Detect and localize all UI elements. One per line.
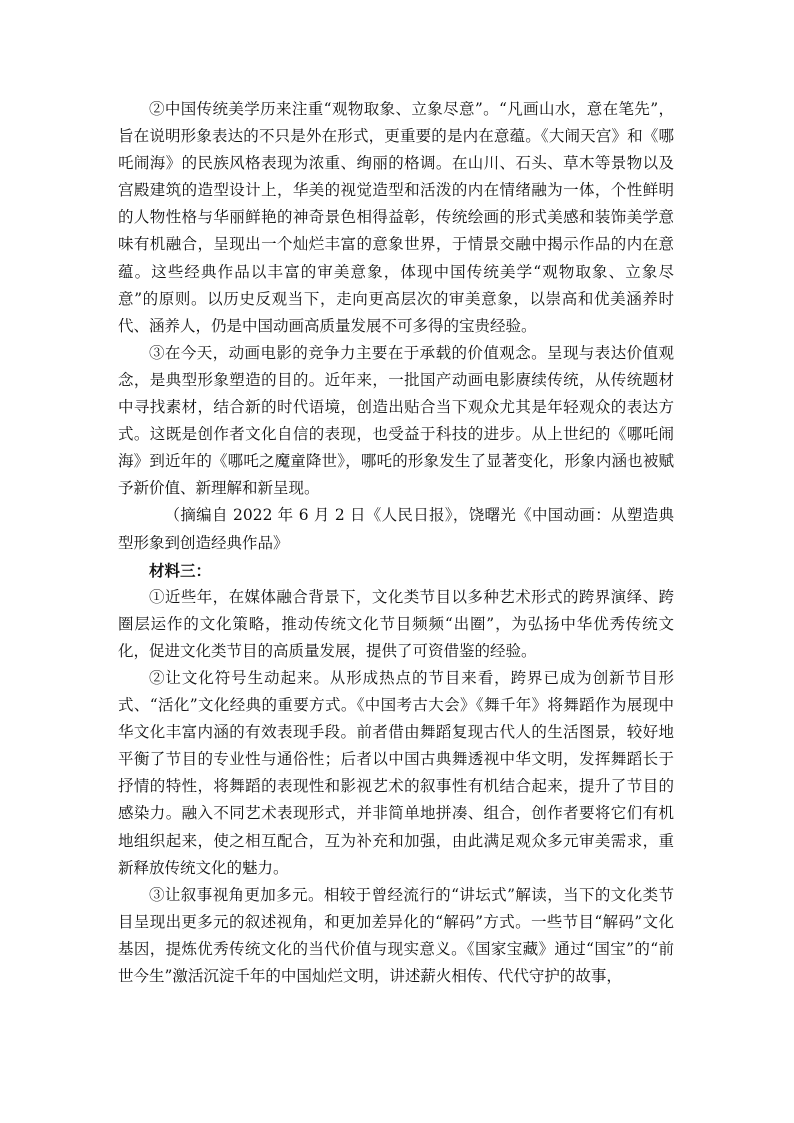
material-three-heading: 材料三： — [149, 560, 212, 580]
source-citation: （摘编自 2022 年 6 月 2 日《人民日报》，饶曙光《中国动画：从塑造典型形象到创造经典作品》 — [118, 506, 674, 552]
paragraph-cultural-symbols: ②让文化符号生动起来。从形成热点的节目来看，跨界已成为创新节目形式、“活化”文化经典的重要方式。《中国考古大会》《舞千年》将舞蹈作为展现中华文化丰富内涵的有效表现手段。前者借由舞蹈复现古代人的生活图景，较好地平衡了节目的专业性与通俗性；后者以中国古典舞透视中华文明，发挥舞蹈长于抒情的特性，将舞蹈的表现性和影视艺术的叙事性有机结合起来，提升了节目的感染力。融入不同艺术表现形式，并非简单地拼凑、组合，创作者要将它们有机地组织起来，使之相互配合，互为补充和加强，由此满足观众多元审美需求，重新释放传统文化的魅力。 — [118, 668, 674, 877]
paragraph-cultural-programs: ①近些年，在媒体融合背景下，文化类节目以多种艺术形式的跨界演绎、跨圈层运作的文化策略，推动传统文化节目频频“出圈”，为弘扬中华优秀传统文化，促进文化类节目的高质量发展，提供了可资借鉴的经验。 — [118, 587, 674, 660]
paragraph-narrative-perspective: ③让叙事视角更加多元。相较于曾经流行的“讲坛式”解读，当下的文化类节目呈现出更多元的叙述视角，和更加差异化的“解码”方式。一些节目“解码”文化基因，提炼优秀传统文化的当代价值与现实意义。《国家宝藏》通过“国宝”的“前世今生”激活沉淀千年的中国灿烂文明，讲述薪火相传、代代守护的故事， — [118, 885, 674, 985]
paragraph-value-concepts: ③在今天，动画电影的竞争力主要在于承载的价值观念。呈现与表达价值观念，是典型形象塑造的目的。近年来，一批国产动画电影赓续传统，从传统题材中寻找素材，结合新的时代语境，创造出贴合当下观众尤其是年轻观众的表达方式。这既是创作者文化自信的表现，也受益于科技的进步。从上世纪的《哪吒闹海》到近年的《哪吒之魔童降世》，哪吒的形象发生了显著变化，形象内涵也被赋予新价值、新理解和新呈现。 — [118, 343, 674, 498]
paragraph-aesthetics: ②中国传统美学历来注重“观物取象、立象尽意”。“凡画山水，意在笔先”，旨在说明形象表达的不只是外在形式，更重要的是内在意蕴。《大闹天宫》和《哪吒闹海》的民族风格表现为浓重、绚丽的格调。在山川、石头、草木等景物以及宫殿建筑的造型设计上，华美的视觉造型和活泼的内在情绪融为一体，个性鲜明的人物性格与华丽鲜艳的神奇景色相得益彰，传统绘画的形式美感和装饰美学意味有机融合，呈现出一个灿烂丰富的意象世界，于情景交融中揭示作品的内在意蕴。这些经典作品以丰富的审美意象，体现中国传统美学“观物取象、立象尽意”的原则。以历史反观当下，走向更高层次的审美意象，以崇高和优美涵养时代、涵养人，仍是中国动画高质量发展不可多得的宝贵经验。 — [118, 100, 674, 335]
article-body — [118, 96, 674, 990]
